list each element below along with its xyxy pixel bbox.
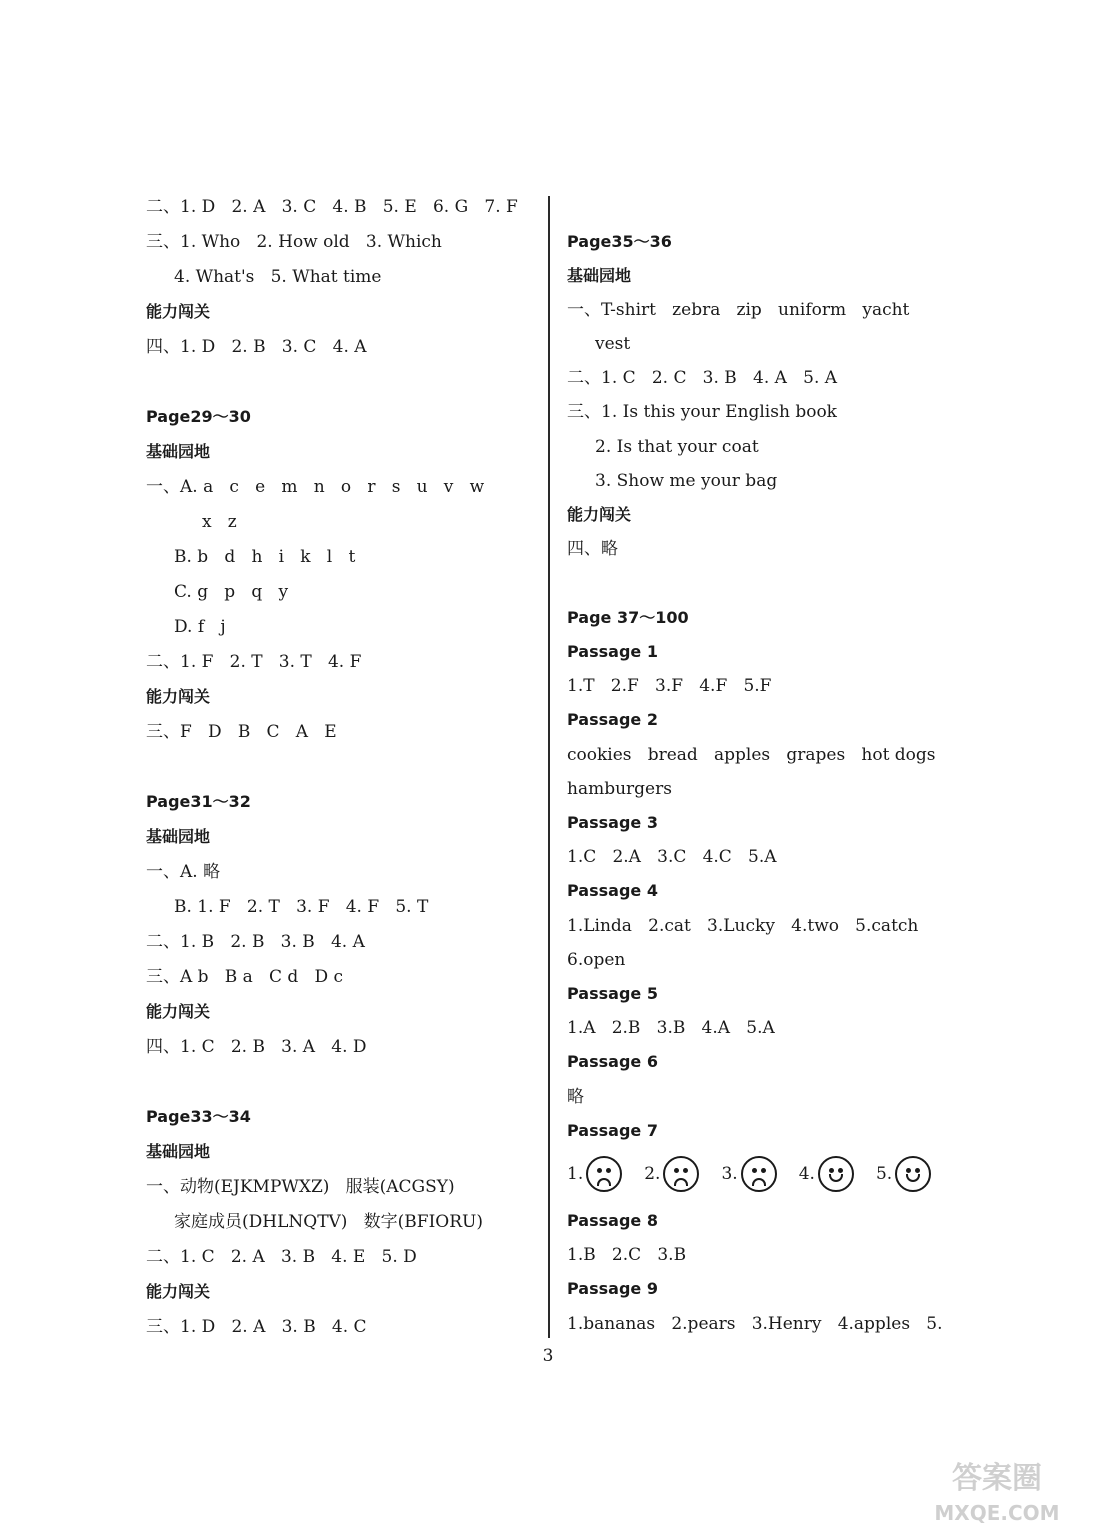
page-range-heading: Page33～34 (146, 1107, 251, 1126)
answer-line: 二、1. C 2. A 3. B 4. E 5. D (146, 1247, 417, 1267)
answer-line: 二、1. F 2. T 3. T 4. F (146, 652, 362, 672)
face-number-label: 1. (567, 1164, 584, 1184)
section-heading: 能力闯关 (567, 505, 632, 524)
watermark-bottom-text: MXQE.COM (934, 1501, 1060, 1525)
passage-heading: Passage 7 (567, 1121, 658, 1140)
answer-line: vest (595, 334, 631, 354)
passage-heading: Passage 6 (567, 1052, 658, 1071)
answer-line: 3. Show me your bag (595, 471, 778, 491)
section-heading: 基础园地 (146, 1142, 211, 1161)
answer-line: 家庭成员(DHLNQTV) 数字(BFIORU) (174, 1212, 483, 1232)
section-heading: 基础园地 (146, 442, 211, 461)
watermark-top-text: 答案圈 (952, 1461, 1042, 1496)
sad-face-icon (663, 1156, 699, 1192)
watermark-logo (912, 1450, 1082, 1530)
column-divider (548, 196, 550, 1338)
answer-line: 二、1. C 2. C 3. B 4. A 5. A (567, 368, 838, 388)
answer-line: 一、动物(EJKMPWXZ) 服装(ACGSY) (146, 1177, 455, 1197)
answer-line: 四、1. C 2. B 3. A 4. D (146, 1037, 367, 1057)
passage-heading: Passage 5 (567, 984, 658, 1003)
face-number-label: 3. (721, 1164, 738, 1184)
answer-line: 1.Linda 2.cat 3.Lucky 4.two 5.catch (567, 916, 919, 936)
section-heading: 基础园地 (567, 266, 632, 285)
answer-line: 略 (567, 1087, 584, 1107)
answer-line: x z (202, 512, 237, 532)
smiley-face-icon (895, 1156, 931, 1192)
section-heading: 基础园地 (146, 827, 211, 846)
sad-face-icon (586, 1156, 622, 1192)
section-heading: 能力闯关 (146, 1282, 211, 1301)
section-heading: 能力闯关 (146, 687, 211, 706)
answer-line: 4. What's 5. What time (174, 267, 382, 287)
answer-line: 三、F D B C A E (146, 722, 337, 742)
answer-line: 一、A. 略 (146, 862, 221, 882)
answer-line: 1.A 2.B 3.B 4.A 5.A (567, 1018, 775, 1038)
face-number-label: 5. (875, 1164, 893, 1184)
answer-line: D. f j (174, 617, 226, 637)
answer-line: 1.C 2.A 3.C 4.C 5.A (567, 847, 777, 867)
answer-line: 6.open (567, 950, 626, 970)
section-heading: 能力闯关 (146, 1002, 211, 1021)
answer-line: 1.T 2.F 3.F 4.F 5.F (567, 676, 772, 696)
passage-heading: Passage 4 (567, 881, 658, 900)
answer-line: 1.bananas 2.pears 3.Henry 4.apples 5. (567, 1314, 943, 1334)
answer-line: B. b d h i k l t (174, 547, 356, 567)
answer-line: C. g p q y (174, 582, 289, 602)
answer-line: 三、1. Who 2. How old 3. Which (146, 232, 442, 252)
answer-line: 三、A b B a C d D c (146, 967, 344, 987)
sad-face-icon (741, 1156, 777, 1192)
answer-line: 一、T-shirt zebra zip uniform yacht (567, 300, 910, 320)
face-number-label: 4. (798, 1164, 815, 1184)
answer-line: 二、1. B 2. B 3. B 4. A (146, 932, 365, 952)
answer-line: 二、1. D 2. A 3. C 4. B 5. E 6. G 7. F (146, 197, 518, 217)
passage-heading: Passage 2 (567, 710, 658, 729)
faces-answer-row (567, 1154, 953, 1194)
smiley-face-icon (818, 1156, 854, 1192)
passage-heading: Passage 8 (567, 1211, 658, 1230)
answer-line: 三、1. Is this your English book (567, 402, 837, 422)
passage-heading: Passage 3 (567, 813, 658, 832)
answer-line: 四、1. D 2. B 3. C 4. A (146, 337, 367, 357)
answer-line: 三、1. D 2. A 3. B 4. C (146, 1317, 367, 1337)
answer-line: 1.B 2.C 3.B (567, 1245, 687, 1265)
page-range-heading: Page 37～100 (567, 608, 689, 627)
passage-heading: Passage 9 (567, 1279, 658, 1298)
page-number: 3 (542, 1346, 554, 1366)
answer-line: B. 1. F 2. T 3. F 4. F 5. T (174, 897, 429, 917)
page-range-heading: Page31～32 (146, 792, 251, 811)
answer-line: 一、A. a c e m n o r s u v w (146, 477, 485, 497)
answer-line: hamburgers (567, 779, 672, 799)
page-range-heading: Page35～36 (567, 232, 672, 251)
face-number-label: 2. (644, 1164, 661, 1184)
section-heading: 能力闯关 (146, 302, 211, 321)
passage-heading: Passage 1 (567, 642, 658, 661)
answer-line: 四、略 (567, 539, 618, 559)
answer-line: 2. Is that your coat (595, 437, 759, 457)
answer-line: cookies bread apples grapes hot dogs (567, 745, 936, 765)
page-range-heading: Page29～30 (146, 407, 251, 426)
